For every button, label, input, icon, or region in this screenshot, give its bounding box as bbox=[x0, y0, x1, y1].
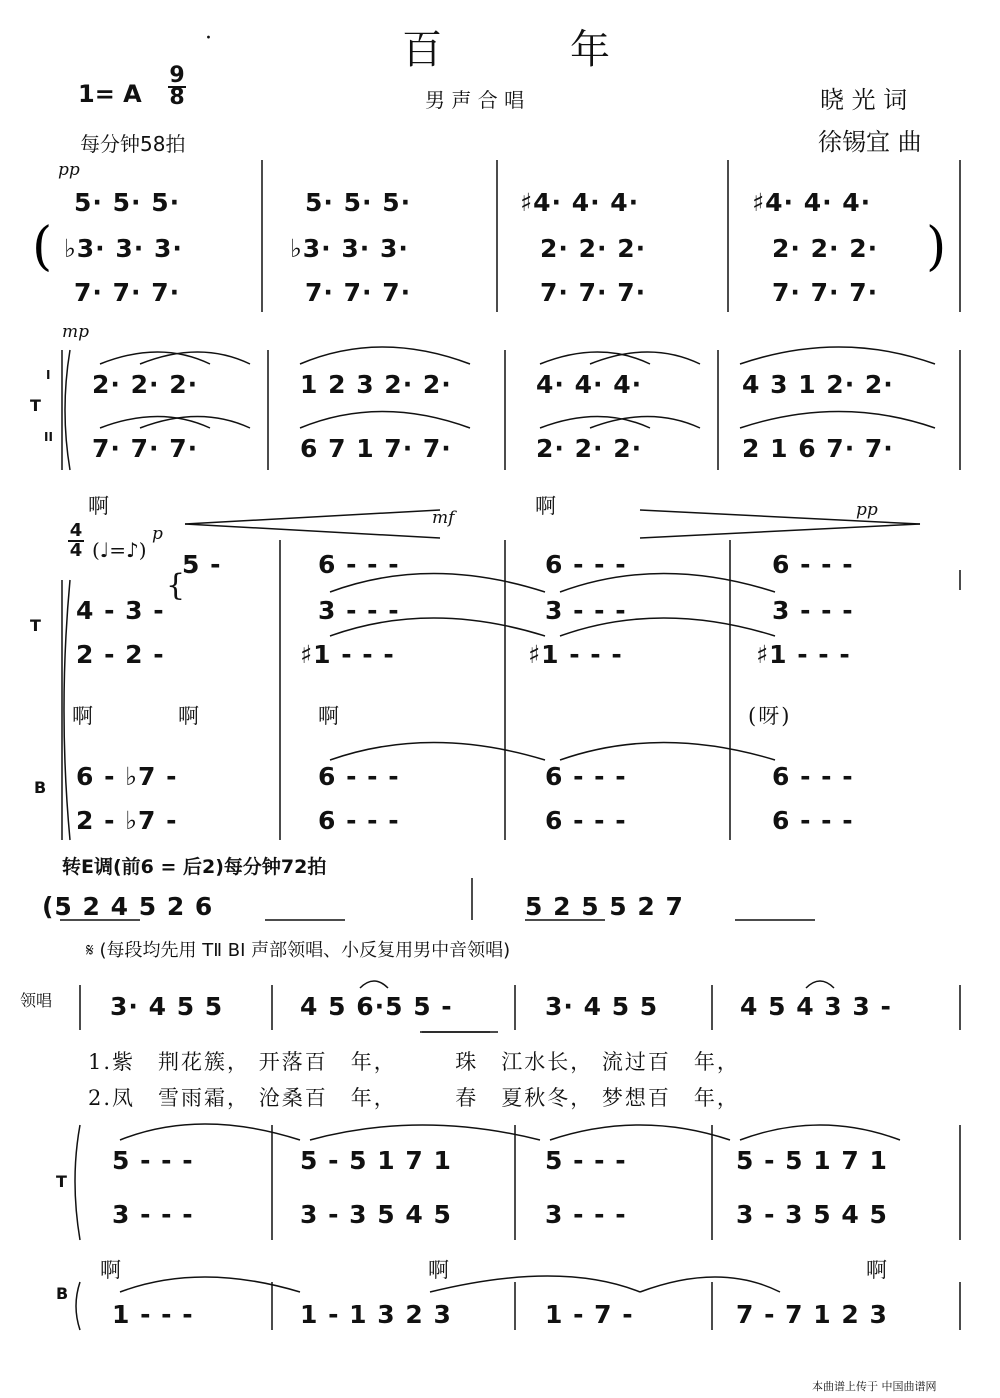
lyric-ah: 啊 bbox=[100, 1258, 123, 1282]
measure-cell: 4 5 6·5 5 - bbox=[300, 992, 453, 1021]
measure-cell: 1 2 3 2· 2· bbox=[300, 370, 452, 399]
measure-cell: 7· 7· 7· bbox=[772, 278, 879, 307]
part-sub-2: II bbox=[44, 430, 53, 444]
modulation-notes bbox=[0, 892, 1000, 932]
lead-label: 领唱 bbox=[20, 991, 53, 1010]
measure-cell: 2 1 6 7· 7· bbox=[742, 434, 894, 463]
dynamic-pp: pp bbox=[58, 160, 80, 180]
measure-cell: ♯4· 4· 4· bbox=[752, 188, 872, 217]
measure-cell: 3 - - - bbox=[112, 1200, 194, 1229]
measure-cell: 5 2 5 5 2 7 bbox=[525, 892, 684, 921]
measure-cell: 4 3 1 2· 2· bbox=[742, 370, 894, 399]
lyric-ah: 啊 bbox=[428, 1258, 451, 1282]
sys3-top bbox=[0, 550, 1000, 590]
measure-cell: 3· 4 5 5 bbox=[110, 992, 224, 1021]
measure-cell: 5 - - - bbox=[545, 1146, 627, 1175]
measure-cell: 7· 7· 7· bbox=[92, 434, 199, 463]
modulation-text: 转E调(前6 = 后2)每分钟72拍 bbox=[62, 856, 327, 878]
verse-t1 bbox=[0, 1146, 1000, 1186]
measure-cell: ♭3· 3· 3· bbox=[290, 234, 409, 263]
part-label-t: T bbox=[30, 616, 41, 635]
measure-cell: 7· 7· 7· bbox=[305, 278, 412, 307]
intro-row-3 bbox=[0, 278, 1000, 318]
subtitle: 男 声 合 唱 bbox=[425, 88, 525, 112]
sys2-row-2 bbox=[0, 434, 1000, 474]
time-den: 8 bbox=[169, 85, 185, 110]
lyric-ah: 啊 bbox=[178, 704, 201, 728]
sys3-t2 bbox=[0, 640, 1000, 680]
part-label-t: T bbox=[30, 396, 41, 415]
tempo-equiv: (♩=♪) bbox=[92, 538, 147, 562]
dot-mark: · bbox=[205, 26, 212, 51]
measure-cell: 6 - - - bbox=[772, 806, 854, 835]
svg-text:(: ( bbox=[32, 217, 53, 277]
lyric-verse-1: 1.紫 荆花簇， 开落百 年， 珠 江水长， 流过百 年， bbox=[88, 1050, 740, 1074]
measure-cell: 4· 4· 4· bbox=[536, 370, 643, 399]
svg-text:): ) bbox=[926, 217, 947, 277]
meter-den: 4 bbox=[69, 540, 83, 561]
measure-cell: ♯1 - - - bbox=[300, 640, 395, 669]
measure-cell: 1 - - - bbox=[112, 1300, 194, 1329]
sys3-t1 bbox=[0, 596, 1000, 636]
intro-row-2 bbox=[0, 234, 1000, 274]
lyric-ah: 啊 bbox=[318, 704, 341, 728]
measure-cell: ♭3· 3· 3· bbox=[64, 234, 183, 263]
measure-cell: 2· 2· 2· bbox=[92, 370, 199, 399]
measure-cell: 5· 5· 5· bbox=[305, 188, 412, 217]
dynamic-pp: pp bbox=[856, 500, 878, 520]
measure-cell: 3 - - - bbox=[545, 596, 627, 625]
lyric-verse-2: 2.凤 雪雨霜， 沧桑百 年， 春 夏秋冬， 梦想百 年， bbox=[88, 1086, 740, 1110]
lyric-ah: 啊 bbox=[866, 1258, 889, 1282]
measure-cell: 6 - - - bbox=[545, 762, 627, 791]
measure-cell: 3 - - - bbox=[545, 1200, 627, 1229]
composer: 徐锡宜 曲 bbox=[818, 128, 922, 156]
measure-cell: 3· 4 5 5 bbox=[545, 992, 659, 1021]
measure-cell: 1 - 7 - bbox=[545, 1300, 634, 1329]
measure-cell: 2 - ♭7 - bbox=[76, 806, 178, 835]
measure-cell: 7· 7· 7· bbox=[74, 278, 181, 307]
lyric-ah: 啊 bbox=[535, 494, 558, 518]
measure-cell: 3 - - - bbox=[772, 596, 854, 625]
measure-cell: 6 7 1 7· 7· bbox=[300, 434, 452, 463]
sys3-b2 bbox=[0, 806, 1000, 846]
performance-instruction: 𝄋 (每段均先用 TⅡ BⅠ 声部领唱、小反复用男中音领唱) bbox=[86, 940, 511, 961]
tempo-mark: 每分钟58拍 bbox=[80, 132, 186, 156]
measure-cell: (5 2 4 5 2 6 bbox=[42, 892, 214, 921]
lyricist: 晓 光 词 bbox=[820, 86, 908, 114]
watermark: 本曲谱上传于 中国曲谱网 bbox=[812, 1380, 937, 1393]
lyric-ah: 啊 bbox=[88, 494, 111, 518]
sys3-b1 bbox=[0, 762, 1000, 802]
part-sub-1: I bbox=[46, 368, 51, 382]
measure-cell: 3 - 3 5 4 5 bbox=[300, 1200, 452, 1229]
lyric-ah: 啊 bbox=[72, 704, 95, 728]
measure-cell: 5 - - - bbox=[112, 1146, 194, 1175]
measure-cell: 7 - 7 1 2 3 bbox=[736, 1300, 888, 1329]
intro-row-1 bbox=[0, 188, 1000, 228]
measure-cell: 2 - 2 - bbox=[76, 640, 165, 669]
measure-cell: 7· 7· 7· bbox=[540, 278, 647, 307]
measure-cell: 6 - ♭7 - bbox=[76, 762, 178, 791]
sys2-row-1 bbox=[0, 370, 1000, 410]
measure-cell: 6 - - - bbox=[318, 762, 400, 791]
part-label-b: B bbox=[56, 1284, 69, 1303]
measure-cell: ♯4· 4· 4· bbox=[520, 188, 640, 217]
part-label-t: T bbox=[56, 1172, 67, 1191]
dynamic-p: p bbox=[152, 524, 163, 544]
brace: { bbox=[166, 568, 186, 603]
measure-cell: 6 - - - bbox=[772, 762, 854, 791]
measure-cell: 1 - 1 3 2 3 bbox=[300, 1300, 452, 1329]
measure-cell: 6 - - - bbox=[545, 550, 627, 579]
key-signature: 1= A bbox=[78, 80, 142, 108]
measure-cell: 3 - - - bbox=[318, 596, 400, 625]
measure-cell: 2· 2· 2· bbox=[536, 434, 643, 463]
measure-cell: 5· 5· 5· bbox=[74, 188, 181, 217]
time-num: 9 bbox=[169, 63, 185, 88]
dynamic-mp: mp bbox=[62, 322, 90, 342]
lead-row bbox=[0, 992, 1000, 1032]
meter-num: 4 bbox=[69, 520, 83, 541]
verse-b1 bbox=[0, 1300, 1000, 1340]
measure-cell: 6 - - - bbox=[318, 550, 400, 579]
measure-cell: 4 - 3 - bbox=[76, 596, 165, 625]
measure-cell: 2· 2· 2· bbox=[540, 234, 647, 263]
score-title: 百 年 bbox=[402, 27, 612, 73]
measure-cell: 5 - 5 1 7 1 bbox=[736, 1146, 888, 1175]
measure-cell: ♯1 - - - bbox=[528, 640, 623, 669]
measure-cell: ♯1 - - - bbox=[756, 640, 851, 669]
measure-cell: 6 - - - bbox=[772, 550, 854, 579]
part-label-b: B bbox=[34, 778, 47, 797]
measure-cell: 6 - - - bbox=[318, 806, 400, 835]
dynamic-mf: mf bbox=[432, 508, 455, 528]
measure-cell: 4 5 4 3 3 - bbox=[740, 992, 892, 1021]
measure-cell: 3 - 3 5 4 5 bbox=[736, 1200, 888, 1229]
lyric-ya: (呀) bbox=[748, 704, 792, 728]
measure-cell: 5 - bbox=[182, 550, 222, 579]
measure-cell: 6 - - - bbox=[545, 806, 627, 835]
measure-cell: 2· 2· 2· bbox=[772, 234, 879, 263]
measure-cell: 5 - 5 1 7 1 bbox=[300, 1146, 452, 1175]
verse-t2 bbox=[0, 1200, 1000, 1240]
